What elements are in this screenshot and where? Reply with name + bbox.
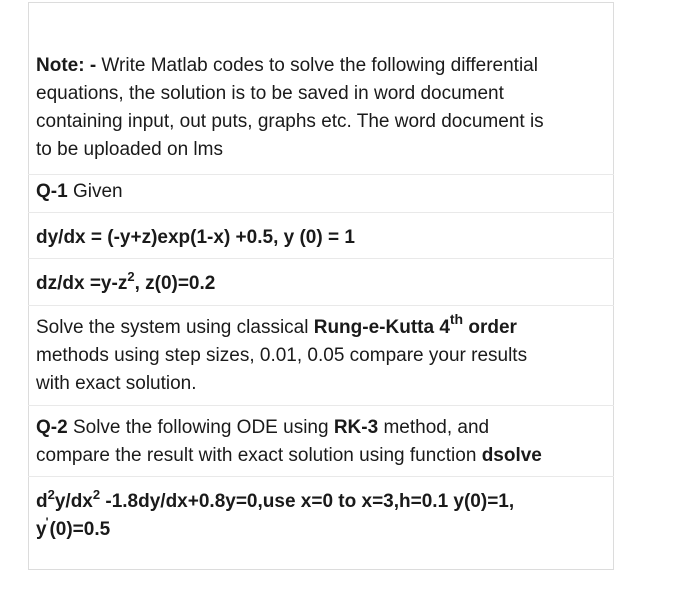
note-line-3: containing input, out puts, graphs etc. The word document is	[36, 111, 544, 132]
q2-equation	[36, 488, 608, 544]
divider	[28, 174, 614, 175]
divider	[28, 212, 614, 213]
divider	[28, 405, 614, 406]
q1-instructions-line-3: with exact solution.	[36, 373, 197, 394]
q1-instructions-line-2: methods using step sizes, 0.01, 0.05 compare your results	[36, 345, 528, 366]
q2-equation-line-2: y'(0)=0.5	[36, 515, 111, 540]
q1-instructions	[36, 311, 608, 398]
q1-equation-2: $dz/dx =y-z^2$, z(0)=0.2	[36, 269, 216, 294]
q2-instructions	[36, 414, 608, 470]
divider	[28, 258, 614, 259]
q1-heading	[36, 178, 608, 206]
q1-given: Given	[67, 181, 123, 202]
divider	[28, 476, 614, 477]
q2-label: Q-2	[36, 417, 68, 438]
q2-instructions-line-1: Q-2 Solve the following ODE using RK-3 method, and	[36, 417, 490, 438]
note-line-1: Note: - Write Matlab codes to solve the following differential	[36, 55, 538, 76]
q2-equation-line-1: $d^2y/dx^2$ -1.8dy/dx+0.8y=0,use x=0 to x=3,h=0.1 y(0)=1,	[36, 487, 515, 512]
note-paragraph	[36, 52, 608, 164]
note-label: Note: -	[36, 55, 97, 76]
note-line-4: to be uploaded on lms	[36, 139, 223, 160]
q1-equation-1: dy/dx = (-y+z)exp(1-x) +0.5, y (0) = 1	[36, 227, 355, 248]
q1-instructions-line-1: Solve the system using classical Rung-e-Kutta 4th order	[36, 311, 517, 338]
q2-instructions-line-2: compare the result with exact solution using function dsolve	[36, 445, 542, 466]
note-line-2: equations, the solution is to be saved in word document	[36, 83, 504, 104]
q2-method: RK-3	[333, 417, 379, 438]
q1-method: Rung-e-Kutta 4	[313, 317, 450, 338]
divider	[28, 305, 614, 306]
q1-label: Q-1	[36, 181, 68, 202]
q2-function: dsolve	[481, 445, 542, 466]
